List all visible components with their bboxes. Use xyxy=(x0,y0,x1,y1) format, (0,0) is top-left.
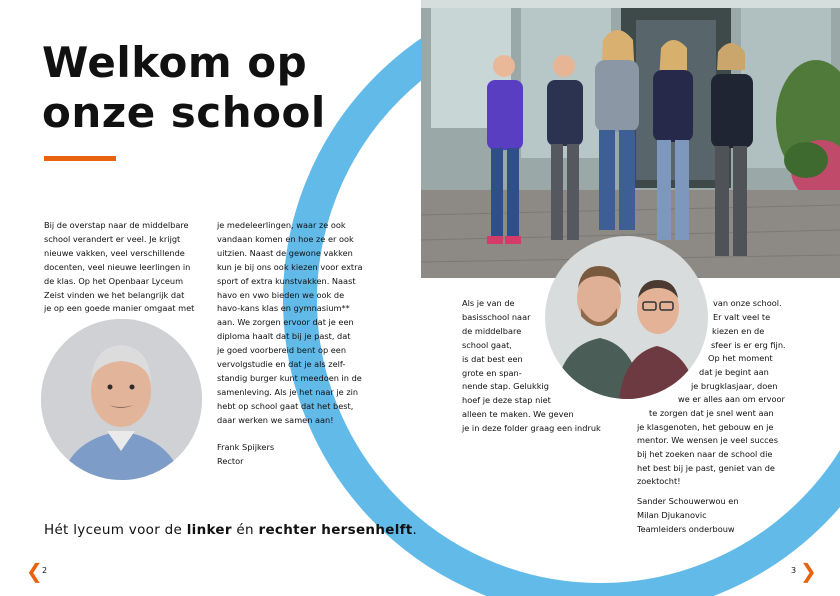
signature-line: Milan Djukanovic xyxy=(637,509,707,520)
signature-line: Teamleiders onderbouw xyxy=(637,523,735,534)
text-line: Op het moment xyxy=(708,353,773,363)
page-title-line-1: Welkom op xyxy=(42,38,308,87)
text-line: de klas. Op het Openbaar Lyceum xyxy=(44,275,184,286)
text-line: nende stap. Gelukkig xyxy=(462,381,549,392)
rector-portrait xyxy=(41,319,202,480)
signature-name: Frank Spijkers xyxy=(217,441,275,452)
text-line: vervolgstudie en dat je als zelf- xyxy=(217,359,346,370)
tagline-bold-left: linker xyxy=(186,522,232,538)
text-line: sfeer is er erg fijn. xyxy=(711,340,786,350)
text-line: Als je van de xyxy=(462,298,515,308)
text-line: docenten, veel nieuwe leerlingen in xyxy=(44,261,191,272)
text-line: havo en vwo bieden we ook de xyxy=(217,289,345,300)
text-line: je op een goede manier omgaat met xyxy=(44,303,195,314)
text-line: mentor. We wensen je veel succes xyxy=(637,435,778,445)
text-line: je in deze folder graag een indruk xyxy=(462,423,601,434)
text-line: basisschool naar xyxy=(462,311,531,322)
text-line: daar werken we samen aan! xyxy=(217,414,334,425)
signature-line: Sander Schouwerwou en xyxy=(637,496,739,506)
page-title-line-2: onze school xyxy=(42,88,326,137)
text-line: Zeist vinden we het belangrijk dat xyxy=(44,289,185,300)
page-number-right: 3 xyxy=(791,566,797,575)
text-line: grote en span- xyxy=(462,367,522,378)
text-line: van onze school. xyxy=(713,298,782,308)
text-line: Er valt veel te xyxy=(713,312,771,322)
text-line: is dat best een xyxy=(462,353,523,364)
chevron-left-icon[interactable]: ❮ xyxy=(26,559,43,583)
text-line: je goed voorbereid bent op een xyxy=(217,345,347,356)
text-line: de middelbare xyxy=(462,325,522,336)
orange-rule xyxy=(44,156,116,161)
text-line: alleen te maken. We geven xyxy=(462,409,574,420)
intro-column-1 xyxy=(44,219,212,316)
intro-column-2 xyxy=(217,219,387,468)
text-line: uitzien. Naast de gewone vakken xyxy=(217,247,353,258)
signature-team xyxy=(637,495,827,537)
signature-role: Rector xyxy=(217,455,244,466)
team-leaders-portrait xyxy=(545,236,708,399)
page-number-left: 2 xyxy=(42,566,48,575)
tagline-bold-right: rechter hersenhelft xyxy=(258,522,413,538)
text-line: vandaan komen en hoe ze er ook xyxy=(217,233,354,244)
text-line: diploma haalt dat bij je past, dat xyxy=(217,331,351,342)
text-line: het best bij je past, geniet van de xyxy=(637,463,775,473)
text-line: te zorgen dat je snel went aan xyxy=(649,408,774,418)
tagline-part: . xyxy=(412,522,418,538)
text-line: kun je bij ons ook kiezen voor extra xyxy=(217,261,363,272)
text-line: school gaat, xyxy=(462,339,512,350)
tagline-part: Hét lyceum voor de xyxy=(44,522,187,538)
text-line: aan. We zorgen ervoor dat je een xyxy=(217,317,354,328)
text-line: standig burger kunt meedoen in de xyxy=(217,372,362,383)
tagline xyxy=(44,522,417,538)
text-line: nieuwe vakken, veel verschillende xyxy=(44,247,185,258)
text-line: zoektocht! xyxy=(637,476,681,486)
page-title xyxy=(42,38,326,138)
text-line: dat je begint aan xyxy=(699,367,769,377)
chevron-right-icon[interactable]: ❯ xyxy=(800,559,817,583)
text-line: sport of extra kunstvakken. Naast xyxy=(217,275,356,286)
text-line: school verandert er veel. Je krijgt xyxy=(44,233,181,244)
text-line: kiezen en de xyxy=(712,326,765,336)
text-line: we er alles aan om ervoor xyxy=(678,394,785,404)
text-line: je klasgenoten, het gebouw en je xyxy=(637,422,774,432)
text-line: bij het zoeken naar de school die xyxy=(637,449,773,459)
text-line: je brugklasjaar, doen xyxy=(691,381,778,391)
tagline-part: én xyxy=(231,522,259,538)
text-line: samenleving. Als je het naar je zin xyxy=(217,386,359,397)
text-line: hebt op school gaat dat het best, xyxy=(217,400,354,411)
text-line: hoef je deze stap niet xyxy=(462,395,551,406)
text-line: havo-kans klas en gymnasium** xyxy=(217,303,350,314)
text-line: je medeleerlingen, waar ze ook xyxy=(217,220,346,230)
text-line: Bij de overstap naar de middelbare xyxy=(44,220,189,230)
